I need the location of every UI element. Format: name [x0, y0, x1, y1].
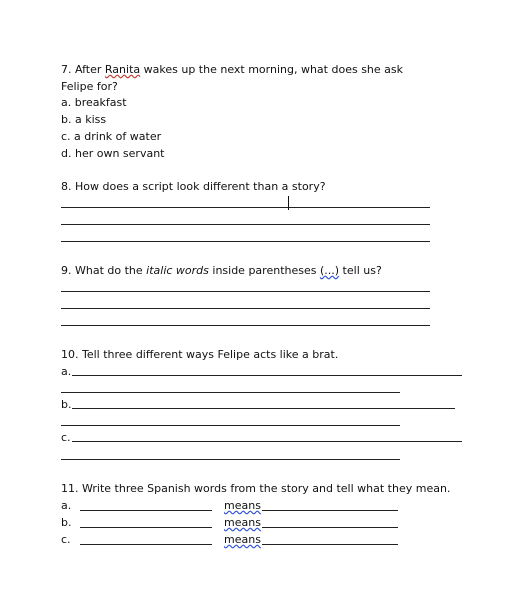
q9-answer-line-2[interactable]: [61, 308, 430, 309]
q10-question: 10. Tell three different ways Felipe acts like a brat.: [61, 348, 339, 361]
q11-word-line-b[interactable]: [80, 527, 212, 528]
q7-line1-start: 7. After: [61, 63, 105, 76]
q9-text-start: 9. What do the: [61, 264, 147, 277]
q7-line1-end: wakes up the next morning, what does she ask: [140, 63, 403, 76]
q8-question: 8. How does a script look different than a story?: [61, 180, 326, 193]
q9-parentheses: (...): [319, 264, 340, 277]
q10-answer-a-line-2[interactable]: [61, 392, 400, 393]
q7-line1: [61, 63, 403, 77]
q7-option-a: a. breakfast: [61, 96, 127, 109]
q7-option-c: c. a drink of water: [61, 130, 162, 143]
q11-label-a: a.: [61, 499, 72, 512]
q7-line2: Felipe for?: [61, 80, 118, 93]
q11-word-line-c[interactable]: [80, 544, 212, 545]
q10-label-b: b.: [61, 398, 72, 411]
q10-answer-a-line-1[interactable]: [72, 375, 462, 376]
q8-answer-line-1[interactable]: [61, 207, 430, 208]
q11-means-b: means: [224, 516, 261, 529]
q9-text-middle: inside parentheses: [208, 264, 320, 277]
q7-option-b: b. a kiss: [61, 113, 107, 126]
q9-answer-line-3[interactable]: [61, 325, 430, 326]
q10-label-c: c.: [61, 431, 71, 444]
q10-answer-c-line-2[interactable]: [61, 459, 400, 460]
q9-question: [61, 264, 382, 278]
q10-answer-b-line-2[interactable]: [61, 425, 400, 426]
q11-meaning-line-a[interactable]: [262, 510, 398, 511]
q11-label-b: b.: [61, 516, 72, 529]
q11-meaning-line-b[interactable]: [262, 527, 398, 528]
q11-meaning-line-c[interactable]: [262, 544, 398, 545]
q10-answer-b-line-1[interactable]: [72, 408, 455, 409]
q9-answer-line-1[interactable]: [61, 291, 430, 292]
q7-name-ranita: Ranita: [104, 63, 141, 76]
q8-answer-line-2[interactable]: [61, 224, 430, 225]
q11-means-a: means: [224, 499, 261, 512]
q11-question: 11. Write three Spanish words from the story and tell what they mean.: [61, 482, 451, 495]
q8-answer-line-3[interactable]: [61, 241, 430, 242]
q10-answer-c-line-1[interactable]: [72, 441, 462, 442]
q11-label-c: c.: [61, 533, 71, 546]
q10-label-a: a.: [61, 365, 72, 378]
q9-italic-words: italic words: [146, 264, 209, 277]
q9-text-end: tell us?: [339, 264, 382, 277]
q11-means-c: means: [224, 533, 261, 546]
q11-word-line-a[interactable]: [80, 510, 212, 511]
q7-option-d: d. her own servant: [61, 147, 165, 160]
